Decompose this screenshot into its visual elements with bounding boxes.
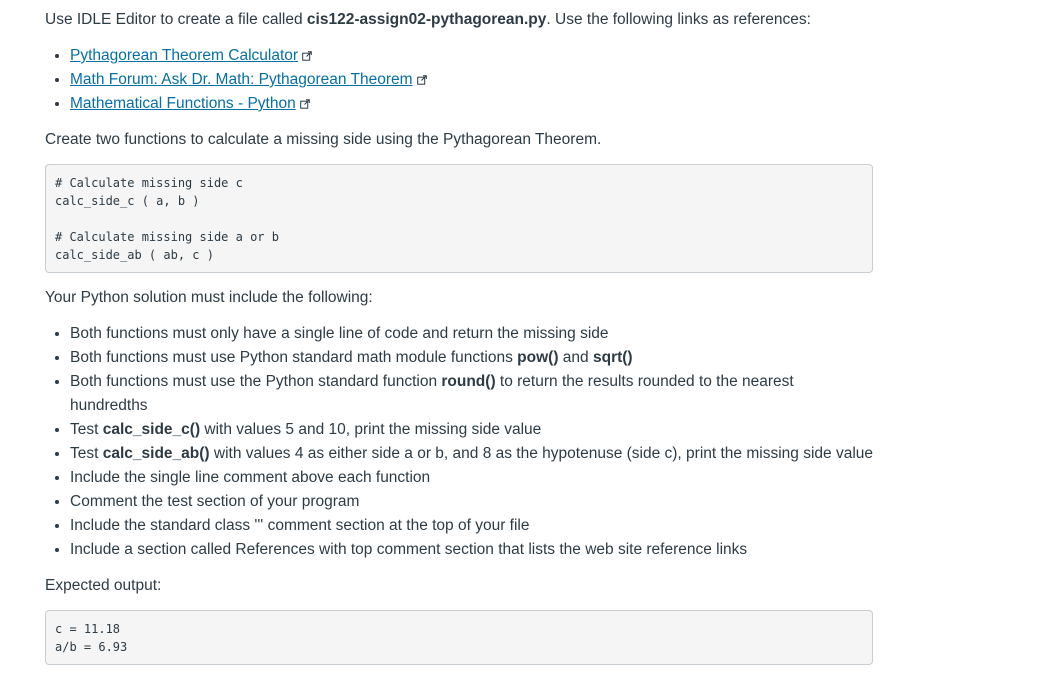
link-math-forum[interactable]: Math Forum: Ask Dr. Math: Pythagorean Theorem (70, 71, 413, 88)
code-line: a/b = 6.93 (55, 640, 128, 654)
requirement-item (70, 346, 873, 370)
requirement-text: with values 4 as either side a or b, and 8 as the hypotenuse (side c), print the missing side value (209, 445, 873, 462)
external-link-icon (302, 51, 312, 61)
function-signatures-code-block (45, 164, 873, 273)
code-line: # Calculate missing side a or b (55, 230, 279, 244)
intro-filename: cis122-assign02-pythagorean.py (306, 11, 547, 28)
reference-link-item (70, 44, 873, 68)
code-line: # Calculate missing side c (55, 176, 243, 190)
requirement-item: • Include a section called References with top comment section that lists the web site reference links (70, 538, 873, 562)
create-functions-text: Create two functions to calculate a missing side using the Pythagorean Theorem. (45, 131, 602, 148)
reference-link-item (70, 92, 873, 116)
requirement-item: • Include the single line comment above each function (70, 466, 873, 490)
requirement-text: Test (70, 421, 103, 438)
requirement-bold-text: pow() (517, 349, 559, 366)
requirement-bold-text: calc_side_ab() (102, 445, 210, 462)
code-line: calc_side_c ( a, b ) (55, 194, 200, 208)
intro-text-before: Use IDLE Editor to create a file called (45, 11, 307, 28)
intro-text-after: . Use the following links as references: (546, 11, 811, 28)
requirement-item (70, 370, 873, 418)
expected-output-code-block (45, 610, 873, 665)
expected-output-label: Expected output: (45, 577, 162, 594)
requirement-text: with values 5 and 10, print the missing side value (200, 421, 542, 438)
code-line: c = 11.18 (55, 622, 121, 636)
code-line: calc_side_ab ( ab, c ) (55, 248, 214, 262)
requirement-item: • Include the standard class ''' comment section at the top of your file (70, 514, 873, 538)
requirement-item: • Both functions must only have a single line of code and return the missing side (70, 322, 873, 346)
external-link-icon (300, 99, 310, 109)
requirement-text: Both functions must use the Python standard function (70, 373, 442, 390)
requirement-item (70, 418, 873, 442)
requirement-item (70, 442, 873, 466)
link-python-math-functions[interactable]: Mathematical Functions - Python (70, 95, 296, 112)
assignment-content (45, 0, 873, 665)
reference-link-item (70, 68, 873, 92)
reference-links-list (45, 44, 873, 116)
requirement-text: and (558, 349, 593, 366)
requirement-bold-text: sqrt() (592, 349, 633, 366)
requirement-bold-text: calc_side_c() (102, 421, 201, 438)
external-link-icon (417, 75, 427, 85)
requirements-intro: Your Python solution must include the following: (45, 289, 373, 306)
requirement-bold-text: round() (441, 373, 496, 390)
code-line (55, 210, 863, 228)
requirement-text: Test (70, 445, 103, 462)
intro-paragraph (45, 8, 873, 32)
requirement-text: to return the results rounded to the nearest hundredths (70, 373, 794, 414)
requirement-item: • Comment the test section of your program (70, 490, 873, 514)
requirements-list (45, 322, 873, 562)
link-pythagorean-calculator[interactable]: Pythagorean Theorem Calculator (70, 47, 299, 64)
requirement-text: Both functions must use Python standard math module functions (70, 349, 518, 366)
